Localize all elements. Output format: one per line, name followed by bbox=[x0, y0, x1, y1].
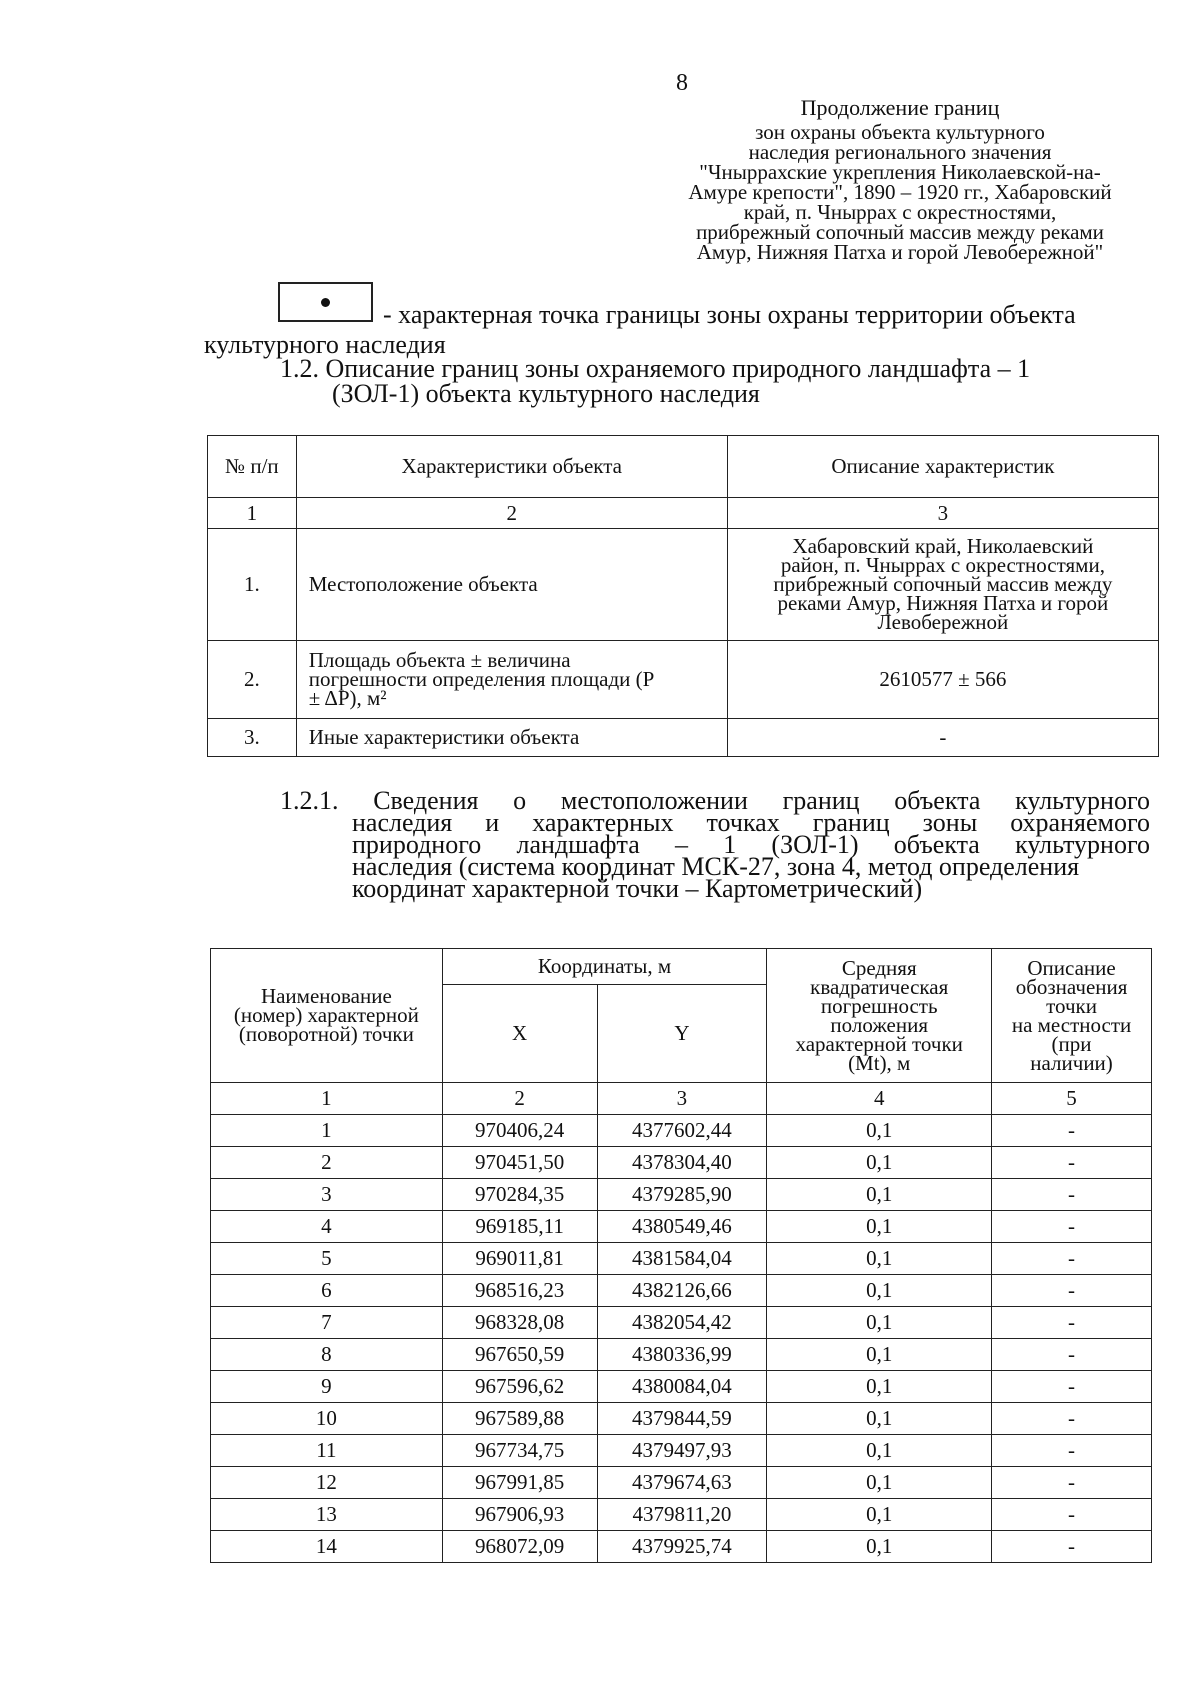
table-row bbox=[208, 529, 1159, 641]
header-line: (номер) характерной bbox=[233, 1003, 419, 1027]
mean-error-cell: 0,1 bbox=[767, 1115, 992, 1147]
point-name-cell: 9 bbox=[211, 1371, 443, 1403]
y-coordinate-cell: 4381584,04 bbox=[597, 1243, 767, 1275]
column-number: 5 bbox=[992, 1083, 1152, 1115]
continuation-line: "Чныррахские укрепления Николаевской-на- bbox=[699, 160, 1101, 184]
subsection-word: местоположении bbox=[560, 786, 748, 815]
point-description-cell: - bbox=[992, 1339, 1152, 1371]
row-number: 1. bbox=[208, 529, 297, 641]
x-coordinate-cell: 968072,09 bbox=[442, 1531, 597, 1563]
point-name-cell: 10 bbox=[211, 1403, 443, 1435]
description-line: район, п. Чныррах с окрестностями, bbox=[780, 553, 1105, 577]
mean-error-cell: 0,1 bbox=[767, 1467, 992, 1499]
header-line: (поворотной) точки bbox=[238, 1022, 414, 1046]
point-name-cell: 14 bbox=[211, 1531, 443, 1563]
subsection-word: охраняемого bbox=[1010, 808, 1150, 837]
point-name-cell: 11 bbox=[211, 1435, 443, 1467]
table-row bbox=[208, 719, 1159, 757]
section-heading-line2: (ЗОЛ-1) объекта культурного наследия bbox=[332, 379, 760, 408]
point-name-cell: 1 bbox=[211, 1115, 443, 1147]
point-description-cell: - bbox=[992, 1499, 1152, 1531]
y-coordinate-cell: 4379844,59 bbox=[597, 1403, 767, 1435]
row-number: 3. bbox=[208, 719, 297, 757]
mean-error-cell: 0,1 bbox=[767, 1275, 992, 1307]
y-coordinate-cell: 4380336,99 bbox=[597, 1339, 767, 1371]
mean-error-cell: 0,1 bbox=[767, 1531, 992, 1563]
y-coordinate-cell: 4380549,46 bbox=[597, 1211, 767, 1243]
point-name-cell: 3 bbox=[211, 1179, 443, 1211]
subsection-word: и bbox=[485, 808, 500, 837]
page-number: 8 bbox=[676, 70, 688, 96]
section-heading-1-2-1 bbox=[280, 786, 1150, 903]
characteristic-cell: Иные характеристики объекта bbox=[296, 719, 727, 757]
continuation-line: Амуре крепости", 1890 – 1920 гг., Хабаровский bbox=[688, 180, 1112, 204]
header-line: характерной точки bbox=[795, 1031, 963, 1056]
point-name-cell: 13 bbox=[211, 1499, 443, 1531]
point-description-cell: - bbox=[992, 1307, 1152, 1339]
continuation-line: прибрежный сопочный массив между реками bbox=[696, 220, 1104, 244]
subsection-word: (ЗОЛ-1) bbox=[771, 830, 859, 859]
x-coordinate-cell: 967596,62 bbox=[442, 1371, 597, 1403]
mean-error-cell: 0,1 bbox=[767, 1339, 992, 1371]
legend-text-line2: культурного наследия bbox=[204, 330, 446, 359]
x-coordinate-cell: 967991,85 bbox=[442, 1467, 597, 1499]
table-row bbox=[211, 1147, 1152, 1179]
characteristics-table bbox=[207, 435, 1159, 757]
point-description-cell: - bbox=[992, 1115, 1152, 1147]
header-line: квадратическая bbox=[810, 974, 949, 999]
continuation-line: Амур, Нижняя Патха и горой Левобережной" bbox=[696, 240, 1104, 264]
subsection-word: Сведения bbox=[373, 786, 479, 815]
subsection-word: о bbox=[513, 786, 527, 815]
x-coordinate-cell: 970406,24 bbox=[442, 1115, 597, 1147]
table-row bbox=[211, 1499, 1152, 1531]
subsection-word: культурного bbox=[1015, 786, 1150, 815]
subsection-word: культурного bbox=[1015, 830, 1150, 859]
point-description-cell: - bbox=[992, 1147, 1152, 1179]
point-description-cell: - bbox=[992, 1403, 1152, 1435]
table-row bbox=[211, 1435, 1152, 1467]
point-marker-icon bbox=[321, 298, 330, 307]
description-cell bbox=[727, 529, 1158, 641]
x-coordinate-cell: 967589,88 bbox=[442, 1403, 597, 1435]
point-name-cell: 4 bbox=[211, 1211, 443, 1243]
table-row bbox=[211, 1467, 1152, 1499]
subsection-word: границ bbox=[782, 786, 860, 815]
table-row bbox=[211, 1403, 1152, 1435]
table-row bbox=[211, 1275, 1152, 1307]
header-coordinates: Координаты, м bbox=[442, 949, 767, 985]
y-coordinate-cell: 4382126,66 bbox=[597, 1275, 767, 1307]
y-coordinate-cell: 4379811,20 bbox=[597, 1499, 767, 1531]
subsection-word: объекта bbox=[894, 786, 981, 815]
mean-error-cell: 0,1 bbox=[767, 1211, 992, 1243]
mean-error-cell: 0,1 bbox=[767, 1403, 992, 1435]
header-cell: Описание характеристик bbox=[727, 436, 1158, 498]
header-line: Средняя bbox=[841, 955, 917, 980]
y-coordinate-cell: 4379674,63 bbox=[597, 1467, 767, 1499]
mean-error-cell: 0,1 bbox=[767, 1307, 992, 1339]
subsection-number: 1.2.1. bbox=[280, 786, 339, 815]
continuation-lines bbox=[640, 122, 1160, 262]
coordinates-table bbox=[210, 948, 1152, 1563]
continuation-line: наследия регионального значения bbox=[748, 140, 1052, 164]
x-coordinate-cell: 969185,11 bbox=[442, 1211, 597, 1243]
header-cell: Характеристики объекта bbox=[296, 436, 727, 498]
y-coordinate-cell: 4380084,04 bbox=[597, 1371, 767, 1403]
section-heading-line1: Описание границ зоны охраняемого природного ландшафта – 1 bbox=[325, 354, 1031, 383]
header-line: Наименование bbox=[260, 984, 392, 1008]
subsection-word: зоны bbox=[922, 808, 978, 837]
legend-symbol-box bbox=[278, 282, 373, 322]
x-coordinate-cell: 967734,75 bbox=[442, 1435, 597, 1467]
description-line: прибрежный сопочный массив между bbox=[773, 572, 1113, 596]
description-cell: 2610577 ± 566 bbox=[727, 641, 1158, 719]
header-line: наличии) bbox=[1030, 1050, 1113, 1075]
y-coordinate-cell: 4377602,44 bbox=[597, 1115, 767, 1147]
point-description-cell: - bbox=[992, 1179, 1152, 1211]
description-cell: - bbox=[727, 719, 1158, 757]
column-number: 1 bbox=[208, 498, 297, 529]
x-coordinate-cell: 970451,50 bbox=[442, 1147, 597, 1179]
subsection-word: ландшафта bbox=[516, 830, 640, 859]
column-number: 2 bbox=[442, 1083, 597, 1115]
description-line: Левобережной bbox=[877, 610, 1009, 634]
subsection-word: – bbox=[674, 830, 688, 859]
continuation-line: край, п. Чныррах с окрестностями, bbox=[743, 200, 1057, 224]
point-name-cell: 2 bbox=[211, 1147, 443, 1179]
x-coordinate-cell: 968328,08 bbox=[442, 1307, 597, 1339]
x-coordinate-cell: 970284,35 bbox=[442, 1179, 597, 1211]
y-coordinate-cell: 4382054,42 bbox=[597, 1307, 767, 1339]
subsection-line4: наследия (система координат МСК-27, зона 4, метод определения bbox=[352, 852, 1080, 881]
table-row bbox=[208, 641, 1159, 719]
y-coordinate-cell: 4379285,90 bbox=[597, 1179, 767, 1211]
x-coordinate-cell: 968516,23 bbox=[442, 1275, 597, 1307]
characteristic-line: ± ΔР), м² bbox=[308, 686, 387, 710]
description-line: Хабаровский край, Николаевский bbox=[792, 534, 1094, 558]
row-number: 2. bbox=[208, 641, 297, 719]
header-cell: № п/п bbox=[208, 436, 297, 498]
column-number: 3 bbox=[727, 498, 1158, 529]
x-coordinate-cell: 967906,93 bbox=[442, 1499, 597, 1531]
header-point-name bbox=[211, 949, 443, 1083]
header-x: X bbox=[442, 985, 597, 1083]
description-line: реками Амур, Нижняя Патха и горой bbox=[777, 591, 1109, 615]
column-number: 2 bbox=[296, 498, 727, 529]
point-name-cell: 12 bbox=[211, 1467, 443, 1499]
header-y: Y bbox=[597, 985, 767, 1083]
y-coordinate-cell: 4379925,74 bbox=[597, 1531, 767, 1563]
table-row bbox=[211, 1339, 1152, 1371]
subsection-word: границ bbox=[812, 808, 890, 837]
point-name-cell: 8 bbox=[211, 1339, 443, 1371]
point-description-cell: - bbox=[992, 1243, 1152, 1275]
header-mean-error bbox=[767, 949, 992, 1083]
table-row bbox=[211, 1211, 1152, 1243]
column-number-row bbox=[208, 498, 1159, 529]
table-row bbox=[211, 1371, 1152, 1403]
point-name-cell: 5 bbox=[211, 1243, 443, 1275]
x-coordinate-cell: 969011,81 bbox=[442, 1243, 597, 1275]
continuation-line: зон охраны объекта культурного bbox=[755, 120, 1045, 144]
header-line: на местности bbox=[1011, 1012, 1132, 1037]
point-description-cell: - bbox=[992, 1371, 1152, 1403]
header-point-description bbox=[992, 949, 1152, 1083]
header-line: точки bbox=[1046, 993, 1097, 1018]
characteristic-cell: Местоположение объекта bbox=[296, 529, 727, 641]
section-number: 1.2. bbox=[280, 354, 319, 383]
legend-text-line1: - характерная точка границы зоны охраны территории объекта bbox=[383, 300, 1076, 329]
column-number-row bbox=[211, 1083, 1152, 1115]
subsection-line5: координат характерной точки – Картометрический) bbox=[352, 874, 923, 903]
table-row bbox=[211, 1307, 1152, 1339]
subsection-word: объекта bbox=[893, 830, 980, 859]
subsection-word: 1 bbox=[723, 830, 737, 859]
column-number: 1 bbox=[211, 1083, 443, 1115]
point-description-cell: - bbox=[992, 1531, 1152, 1563]
characteristic-line: Площадь объекта ± величина bbox=[308, 648, 571, 672]
subsection-word: наследия bbox=[352, 808, 453, 837]
mean-error-cell: 0,1 bbox=[767, 1499, 992, 1531]
point-name-cell: 6 bbox=[211, 1275, 443, 1307]
point-name-cell: 7 bbox=[211, 1307, 443, 1339]
y-coordinate-cell: 4379497,93 bbox=[597, 1435, 767, 1467]
table-row bbox=[211, 1179, 1152, 1211]
column-number: 3 bbox=[597, 1083, 767, 1115]
mean-error-cell: 0,1 bbox=[767, 1435, 992, 1467]
table-row bbox=[211, 1243, 1152, 1275]
subsection-word: точках bbox=[706, 808, 780, 837]
coordinates-table-body bbox=[211, 1115, 1152, 1563]
continuation-header bbox=[640, 95, 1160, 264]
characteristic-line: погрешности определения площади (Р bbox=[308, 667, 655, 691]
point-description-cell: - bbox=[992, 1435, 1152, 1467]
table-header-row bbox=[211, 949, 1152, 985]
mean-error-cell: 0,1 bbox=[767, 1147, 992, 1179]
characteristic-cell bbox=[296, 641, 727, 719]
column-number: 4 bbox=[767, 1083, 992, 1115]
table-row bbox=[211, 1531, 1152, 1563]
header-line: погрешность bbox=[820, 993, 938, 1018]
header-line: обозначения bbox=[1015, 974, 1128, 999]
y-coordinate-cell: 4378304,40 bbox=[597, 1147, 767, 1179]
continuation-title: Продолжение границ bbox=[800, 95, 1000, 120]
table-row bbox=[211, 1115, 1152, 1147]
header-line: (Mt), м bbox=[848, 1050, 911, 1075]
header-line: Описание bbox=[1027, 955, 1116, 980]
header-line: (при bbox=[1051, 1031, 1092, 1056]
point-description-cell: - bbox=[992, 1211, 1152, 1243]
point-description-cell: - bbox=[992, 1275, 1152, 1307]
mean-error-cell: 0,1 bbox=[767, 1243, 992, 1275]
section-heading-1-2 bbox=[280, 356, 1150, 406]
table-header-row bbox=[208, 436, 1159, 498]
x-coordinate-cell: 967650,59 bbox=[442, 1339, 597, 1371]
mean-error-cell: 0,1 bbox=[767, 1371, 992, 1403]
subsection-word: характерных bbox=[532, 808, 674, 837]
point-description-cell: - bbox=[992, 1467, 1152, 1499]
subsection-word: природного bbox=[352, 830, 482, 859]
header-line: положения bbox=[830, 1012, 929, 1037]
mean-error-cell: 0,1 bbox=[767, 1179, 992, 1211]
